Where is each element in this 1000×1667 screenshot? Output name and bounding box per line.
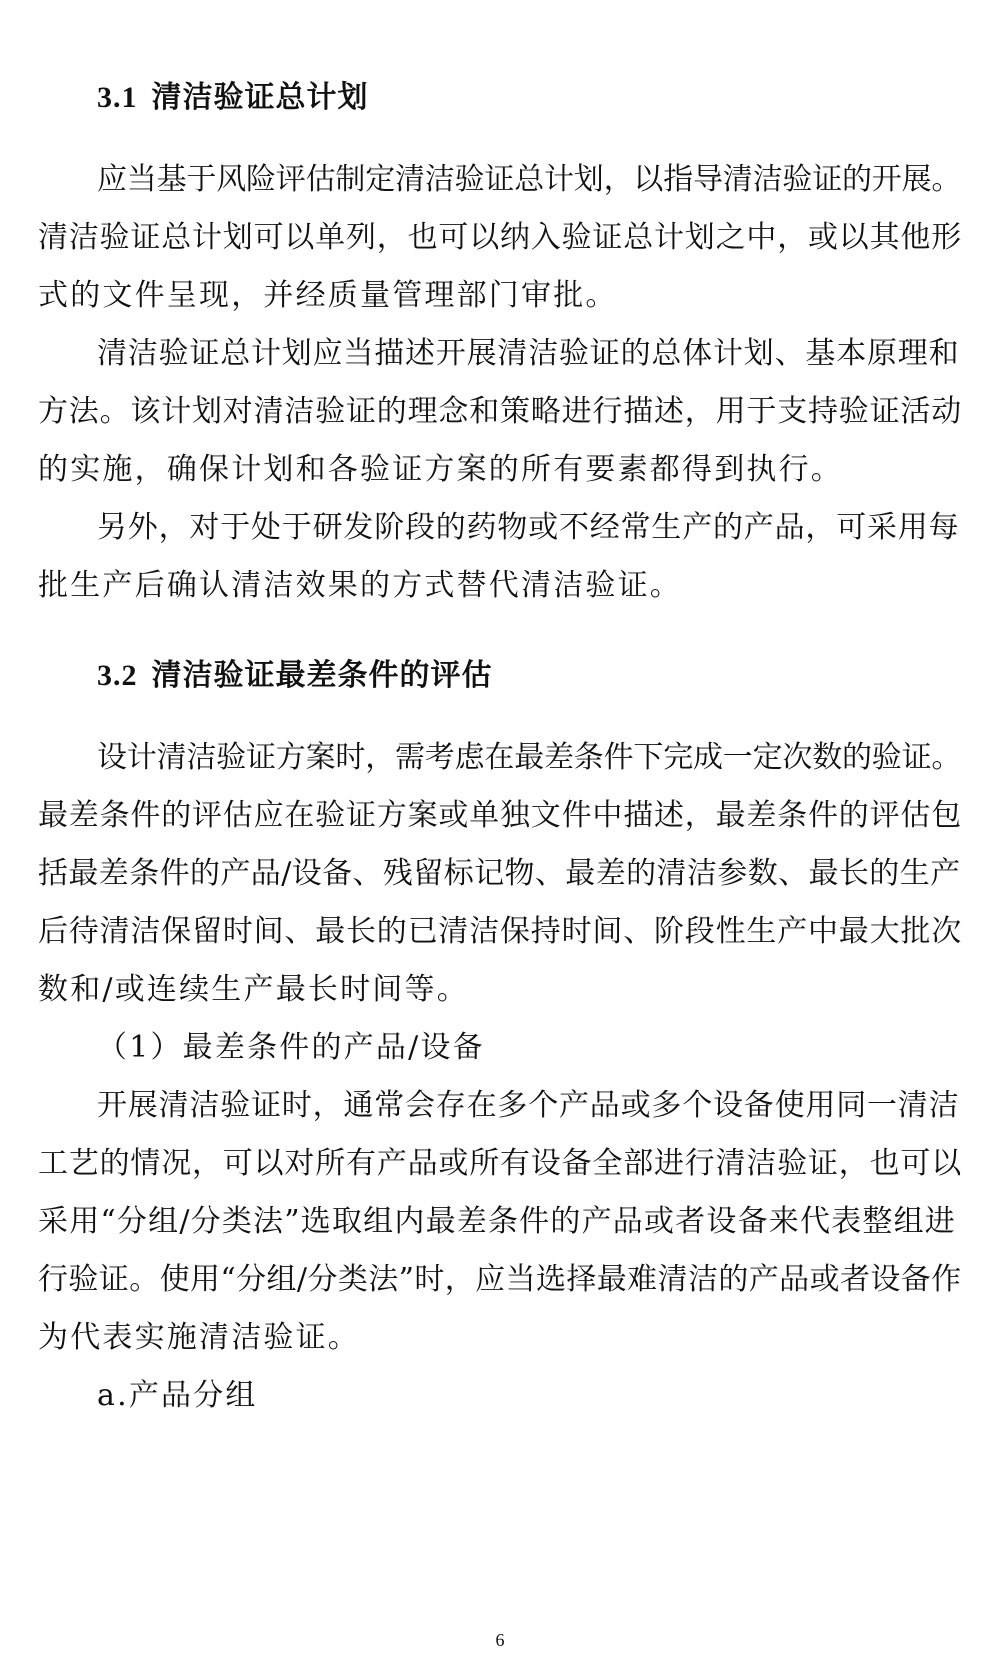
paragraph-line: 最差条件的评估应在验证方案或单独文件中描述，最差条件的评估包 xyxy=(38,798,962,833)
paragraph-line: 括最差条件的产品/设备、残留标记物、最差的清洁参数、最长的生产 xyxy=(38,856,961,891)
paragraph-line: 清洁验证总计划可以单列，也可以纳入验证总计划之中，或以其他形 xyxy=(38,220,962,255)
paragraph-line: 后待清洁保留时间、最长的已清洁保持时间、阶段性生产中最大批次 xyxy=(38,914,962,949)
paragraph-line: 行验证。使用“分组/分类法”时，应当选择最难清洁的产品或者设备作 xyxy=(38,1262,962,1297)
paragraph-line: 的实施，确保计划和各验证方案的所有要素都得到执行。 xyxy=(38,452,843,487)
paragraph-line: 数和/或连续生产最长时间等。 xyxy=(38,972,469,1007)
list-item-heading: a.产品分组 xyxy=(97,1378,258,1413)
section-3-2-heading xyxy=(97,650,493,694)
section-number: 3.1 xyxy=(97,81,138,114)
paragraph-line: 设计清洁验证方案时，需考虑在最差条件下完成一定次数的验证。 xyxy=(97,740,962,775)
section-3-1-heading xyxy=(97,72,369,116)
section-title: 清洁验证总计划 xyxy=(151,80,369,115)
section-number: 3.2 xyxy=(97,659,138,692)
paragraph-line: 采用“分组/分类法”选取组内最差条件的产品或者设备来代表整组进 xyxy=(38,1204,956,1239)
section-title: 清洁验证最差条件的评估 xyxy=(151,658,493,693)
paragraph-line: 为代表实施清洁验证。 xyxy=(38,1320,360,1355)
paragraph-line: 工艺的情况，可以对所有产品或所有设备全部进行清洁验证，也可以 xyxy=(38,1146,962,1181)
paragraph-line: 清洁验证总计划应当描述开展清洁验证的总体计划、基本原理和 xyxy=(97,336,960,371)
paragraph-line: 批生产后确认清洁效果的方式替代清洁验证。 xyxy=(38,568,682,603)
paragraph-line: 应当基于风险评估制定清洁验证总计划，以指导清洁验证的开展。 xyxy=(97,162,962,197)
subsection-heading: （1）最差条件的产品/设备 xyxy=(97,1030,485,1065)
paragraph-line: 开展清洁验证时，通常会存在多个产品或多个设备使用同一清洁 xyxy=(97,1088,960,1123)
paragraph-line: 方法。该计划对清洁验证的理念和策略进行描述，用于支持验证活动 xyxy=(38,394,962,429)
paragraph-line: 式的文件呈现，并经质量管理部门审批。 xyxy=(38,278,618,313)
paragraph-line: 另外，对于处于研发阶段的药物或不经常生产的产品，可采用每 xyxy=(97,510,960,545)
page-number: 6 xyxy=(495,1630,505,1650)
